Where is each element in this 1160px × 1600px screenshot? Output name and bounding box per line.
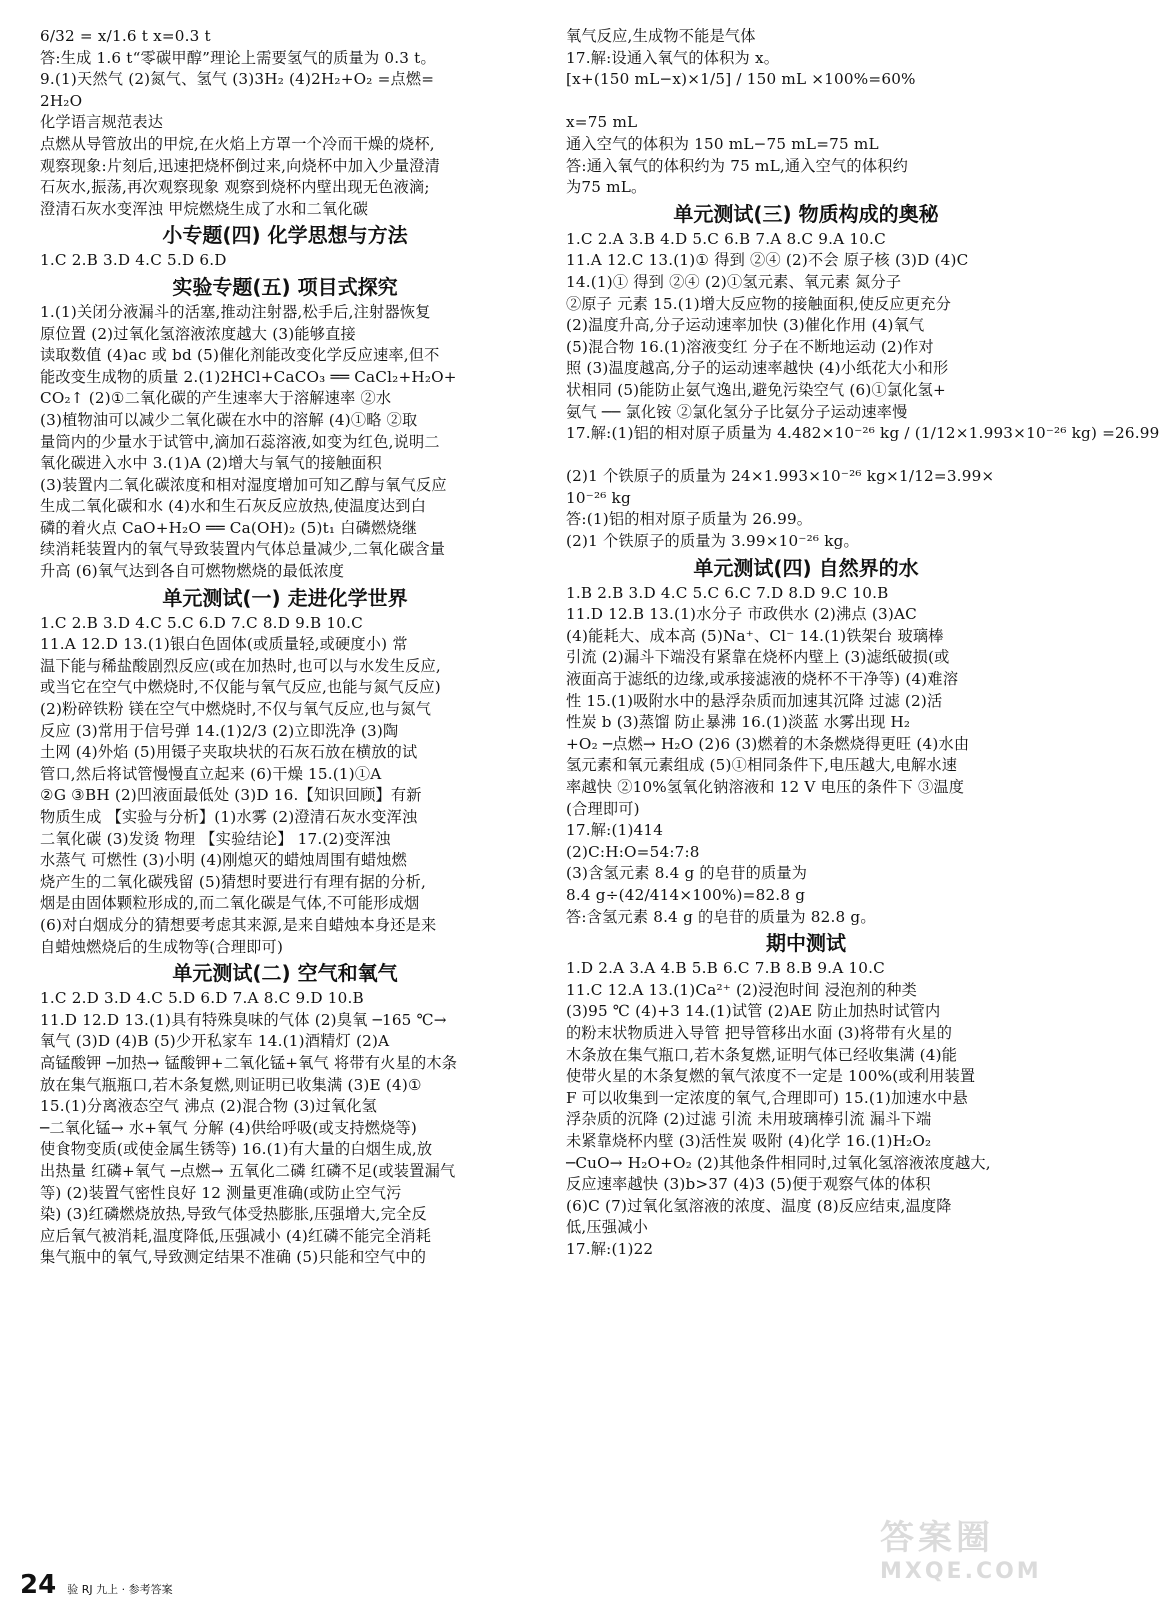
answer-line: 15.(1)分离液态空气 沸点 (2)混合物 (3)过氧化氢 — [40, 1097, 377, 1116]
answer-line: 自蜡烛燃烧后的生成物等(合理即可) — [40, 937, 284, 956]
answer-line: [x+(150 mL−x)×1/5] / 150 mL ×100%=60% — [566, 70, 916, 89]
answer-line: 高锰酸钾 ─加热→ 锰酸钾+二氧化锰+氧气 将带有火星的木条 — [40, 1053, 458, 1072]
answer-line: 低,压强减小 — [566, 1218, 648, 1237]
answer-line: 物质生成 【实验与分析】(1)水雾 (2)澄清石灰水变浑浊 — [40, 808, 418, 826]
answer-line: 状相同 (5)能防止氨气逸出,避免污染空气 (6)①氯化氢+ — [566, 380, 946, 399]
answer-line: 答:生成 1.6 t“零碳甲醇”理论上需要氢气的质量为 0.3 t。 — [40, 48, 436, 67]
answer-line: 水蒸气 可燃性 (3)小明 (4)刚熄灭的蜡烛周围有蜡烛燃 — [40, 851, 408, 870]
section-heading: 单元测试(三) 物质构成的奥秘 — [673, 201, 939, 226]
answer-line: 为75 mL。 — [566, 178, 647, 197]
answer-line: 澄清石灰水变浑浊 甲烷燃烧生成了水和二氧化碳 — [40, 199, 369, 218]
answer-line: 升高 (6)氧气达到各自可燃物燃烧的最低浓度 — [40, 562, 345, 581]
answer-line: 续消耗装置内的氧气导致装置内气体总量减少,二氧化碳含量 — [40, 540, 446, 559]
answer-line: 集气瓶中的氧气,导致测定结果不准确 (5)只能和空气中的 — [40, 1248, 427, 1267]
section-heading: 期中测试 — [766, 931, 846, 956]
answer-line: (4)能耗大、成本高 (5)Na⁺、Cl⁻ 14.(1)铁架台 玻璃棒 — [566, 626, 944, 645]
answer-line: 石灰水,振荡,再次观察现象 观察到烧杯内壁出现无色液滴; — [40, 178, 430, 197]
answer-line: 性炭 b (3)蒸馏 防止暴沸 16.(1)淡蓝 水雾出现 H₂ — [566, 713, 911, 732]
answer-line: 通入空气的体积为 150 mL−75 mL=75 mL — [566, 134, 879, 153]
answer-line: 9.(1)天然气 (2)氮气、氢气 (3)3H₂ (4)2H₂+O₂ =点燃= — [40, 70, 435, 89]
answer-line: 出热量 红磷+氧气 ─点燃→ 五氧化二磷 红磷不足(或装置漏气 — [40, 1161, 456, 1180]
answer-line: ─CuO→ H₂O+O₂ (2)其他条件相同时,过氧化氢溶液浓度越大, — [566, 1153, 991, 1172]
answer-line: 应后氧气被消耗,温度降低,压强减小 (4)红磷不能完全消耗 — [40, 1226, 432, 1245]
answer-line: 11.A 12.C 13.(1)① 得到 ②④ (2)不会 原子核 (3)D (4)C — [566, 251, 969, 270]
answer-line: (3)95 ℃ (4)+3 14.(1)试管 (2)AE 防止加热时试管内 — [566, 1002, 941, 1021]
answer-line: 1.C 2.D 3.D 4.C 5.D 6.D 7.A 8.C 9.D 10.B — [40, 989, 364, 1008]
answer-line: +O₂ ─点燃→ H₂O (2)6 (3)燃着的木条燃烧得更旺 (4)水由 — [566, 734, 970, 753]
answer-line: 烟是由固体颗粒形成的,而二氧化碳是气体,不可能形成烟 — [40, 894, 420, 913]
answer-line: 二氧化碳 (3)发烫 物理 【实验结论】 17.(2)变浑浊 — [40, 829, 391, 848]
section-heading: 单元测试(二) 空气和氧气 — [172, 961, 398, 986]
answer-line: 氧气 (3)D (4)B (5)少开私家车 14.(1)酒精灯 (2)A — [40, 1032, 390, 1051]
answer-line: 读取数值 (4)ac 或 bd (5)催化剂能改变化学反应速率,但不 — [40, 346, 440, 365]
answer-line: 磷的着火点 CaO+H₂O ══ Ca(OH)₂ (5)t₁ 白磷燃烧继 — [40, 518, 418, 537]
answer-line: 温下能与稀盐酸剧烈反应(或在加热时,也可以与水发生反应, — [40, 656, 441, 675]
answer-line: 观察现象:片刻后,迅速把烧杯倒过来,向烧杯中加入少量澄清 — [40, 156, 441, 175]
answer-line: 土网 (4)外焰 (5)用镊子夹取块状的石灰石放在横放的试 — [40, 743, 418, 762]
answer-line: 液面高于滤纸的边缘,或承接滤液的烧杯不干净等) (4)难溶 — [566, 670, 959, 689]
answer-line: 11.D 12.B 13.(1)水分子 市政供水 (2)沸点 (3)AC — [566, 605, 917, 624]
answer-line: 使食物变质(或使金属生锈等) 16.(1)有大量的白烟生成,放 — [40, 1140, 433, 1159]
answer-line: 能改变生成物的质量 2.(1)2HCl+CaCO₃ ══ CaCl₂+H₂O+ — [40, 367, 457, 386]
answer-line: 答:通入氧气的体积约为 75 mL,通入空气的体积约 — [566, 156, 908, 175]
answer-line: 照 (3)温度越高,分子的运动速率越快 (4)小纸花大小和形 — [566, 359, 949, 378]
section-heading: 小专题(四) 化学思想与方法 — [162, 223, 408, 248]
answer-line: (6)C (7)过氧化氢溶液的浓度、温度 (8)反应结束,温度降 — [566, 1196, 952, 1215]
answer-line: 10⁻²⁶ kg — [566, 488, 631, 507]
answer-line: 1.C 2.A 3.B 4.D 5.C 6.B 7.A 8.C 9.A 10.C — [566, 229, 886, 248]
answer-line: 点燃从导管放出的甲烷,在火焰上方罩一个冷而干燥的烧杯, — [40, 134, 435, 153]
answer-line: 1.C 2.B 3.D 4.C 5.C 6.D 7.C 8.D 9.B 10.C — [40, 613, 363, 632]
answer-line: 11.A 12.D 13.(1)银白色固体(或质量轻,或硬度小) 常 — [40, 635, 408, 654]
answer-line: (6)对白烟成分的猜想要考虑其来源,是来自蜡烛本身还是来 — [40, 915, 437, 934]
section-heading: 单元测试(四) 自然界的水 — [693, 555, 919, 580]
answer-line: (3)含氢元素 8.4 g 的皂苷的质量为 — [566, 864, 808, 883]
answer-line — [566, 91, 1046, 113]
answer-line: 6/32 = x/1.6 t x=0.3 t — [40, 27, 211, 45]
answer-line: ─二氧化锰→ 水+氧气 分解 (4)供给呼吸(或支持燃烧等) — [40, 1118, 418, 1137]
answer-line: 1.C 2.B 3.D 4.C 5.D 6.D — [40, 251, 227, 270]
answer-line: 氧气反应,生成物不能是气体 — [566, 27, 756, 45]
answer-line: x=75 mL — [566, 113, 638, 132]
left-column — [40, 26, 530, 1269]
answer-line: 答:含氢元素 8.4 g 的皂苷的质量为 82.8 g。 — [566, 907, 876, 926]
right-column — [566, 26, 1160, 1260]
answer-line: 答:(1)铝的相对原子质量为 26.99。 — [566, 510, 813, 529]
page-footer — [20, 1570, 173, 1600]
answer-line: 的粉末状物质进入导管 把导管移出水面 (3)将带有火星的 — [566, 1023, 953, 1042]
answer-line: 性 15.(1)吸附水中的悬浮杂质而加速其沉降 过滤 (2)活 — [566, 691, 943, 710]
answer-line: 8.4 g÷(42/414×100%)=82.8 g — [566, 885, 806, 904]
watermark-logo — [880, 1510, 1060, 1590]
answer-line — [566, 445, 1046, 467]
answer-line: 1.(1)关闭分液漏斗的活塞,推动注射器,松手后,注射器恢复 — [40, 302, 431, 321]
answer-line: 17.解:(1)414 — [566, 821, 664, 840]
footer-label: 验 RJ 九上 · 参考答案 — [67, 1583, 173, 1596]
answer-line: 2H₂O — [40, 91, 83, 110]
answer-line: 染) (3)红磷燃烧放热,导致气体受热膨胀,压强增大,完全反 — [40, 1205, 427, 1224]
answer-line: (合理即可) — [566, 799, 640, 818]
answer-line: 浮杂质的沉降 (2)过滤 引流 未用玻璃棒引流 漏斗下端 — [566, 1110, 932, 1129]
answer-line: 引流 (2)漏斗下端没有紧靠在烧杯内壁上 (3)滤纸破损(或 — [566, 648, 950, 667]
answer-line: 烧产生的二氧化碳残留 (5)猜想时要进行有理有据的分析, — [40, 872, 427, 891]
answer-line: ②G ③BH (2)凹液面最低处 (3)D 16.【知识回顾】有新 — [40, 786, 422, 805]
answer-line: (2)1 个铁原子的质量为 3.99×10⁻²⁶ kg。 — [566, 532, 859, 551]
answer-line: 放在集气瓶瓶口,若木条复燃,则证明已收集满 (3)E (4)① — [40, 1075, 422, 1094]
answer-line: 量筒内的少量水于试管中,滴加石蕊溶液,如变为红色,说明二 — [40, 432, 440, 451]
answer-line: 17.解:设通入氧气的体积为 x。 — [566, 48, 780, 67]
answer-line: 17.解:(1)铝的相对原子质量为 4.482×10⁻²⁶ kg / (1/12×1.993×10⁻²⁶ kg) =26.99 — [566, 424, 1160, 443]
answer-line: 氧化碳进入水中 3.(1)A (2)增大与氧气的接触面积 — [40, 454, 382, 473]
answer-line: 未紧靠烧杯内壁 (3)活性炭 吸附 (4)化学 16.(1)H₂O₂ — [566, 1131, 932, 1150]
answer-line: (2)粉碎铁粉 镁在空气中燃烧时,不仅与氧气反应,也与氮气 — [40, 700, 432, 719]
answer-line: 化学语言规范表达 — [40, 113, 164, 132]
answer-line: 氨气 ── 氯化铵 ②氯化氢分子比氨分子运动速率慢 — [566, 402, 908, 421]
answer-line: 原位置 (2)过氧化氢溶液浓度越大 (3)能够直接 — [40, 324, 356, 343]
answer-line: 反应速率越快 (3)b>37 (4)3 (5)便于观察气体的体积 — [566, 1175, 931, 1194]
answer-line: 1.B 2.B 3.D 4.C 5.C 6.C 7.D 8.D 9.C 10.B — [566, 583, 889, 602]
answer-line: 率越快 ②10%氢氧化钠溶液和 12 V 电压的条件下 ③温度 — [566, 778, 965, 796]
answer-line: 14.(1)① 得到 ②④ (2)①氢元素、氧元素 氮分子 — [566, 272, 902, 291]
answer-line: (2)1 个铁原子的质量为 24×1.993×10⁻²⁶ kg×1/12=3.99× — [566, 467, 995, 486]
answer-line: 木条放在集气瓶口,若木条复燃,证明气体已经收集满 (4)能 — [566, 1045, 958, 1064]
page-number: 24 — [20, 1570, 57, 1600]
answer-line: 11.C 12.A 13.(1)Ca²⁺ (2)浸泡时间 浸泡剂的种类 — [566, 980, 918, 999]
answer-line: (3)植物油可以减少二氧化碳在水中的溶解 (4)①略 ②取 — [40, 410, 418, 429]
section-heading: 单元测试(一) 走进化学世界 — [162, 585, 408, 610]
answer-line: 或当它在空气中燃烧时,不仅能与氧气反应,也能与氮气反应) — [40, 678, 441, 697]
answer-line: ②原子 元素 15.(1)增大反应物的接触面积,使反应更充分 — [566, 294, 952, 313]
answer-line: 等) (2)装置气密性良好 12 测量更准确(或防止空气污 — [40, 1183, 402, 1202]
answer-line: (2)C:H:O=54:7:8 — [566, 842, 700, 861]
answer-line: (5)混合物 16.(1)溶液变红 分子在不断地运动 (2)作对 — [566, 337, 934, 356]
answer-line: 17.解:(1)22 — [566, 1239, 654, 1258]
answer-line: CO₂↑ (2)①二氧化碳的产生速率大于溶解速率 ②水 — [40, 389, 392, 408]
section-heading: 实验专题(五) 项目式探究 — [172, 274, 398, 299]
answer-line: 11.D 12.D 13.(1)具有特殊臭味的气体 (2)臭氧 ─165 ℃→ — [40, 1010, 447, 1029]
answer-line: F 可以收集到一定浓度的氧气,合理即可) 15.(1)加速水中悬 — [566, 1088, 968, 1107]
answer-line: 管口,然后将试管慢慢直立起来 (6)干燥 15.(1)①A — [40, 764, 382, 783]
answer-line: (2)温度升高,分子运动速率加快 (3)催化作用 (4)氧气 — [566, 316, 925, 335]
answer-line: 使带火星的木条复燃的氧气浓度不一定是 100%(或利用装置 — [566, 1067, 976, 1086]
answer-line: 1.D 2.A 3.A 4.B 5.B 6.C 7.B 8.B 9.A 10.C — [566, 959, 885, 978]
answer-line: 反应 (3)常用于信号弹 14.(1)2/3 (2)立即洗净 (3)陶 — [40, 721, 399, 740]
watermark-url: MXQE.COM — [880, 1559, 1042, 1584]
watermark-text: 答案圈 — [880, 1518, 994, 1558]
answer-line: (3)装置内二氧化碳浓度和相对湿度增加可知乙醇与氧气反应 — [40, 475, 447, 494]
answer-line: 生成二氧化碳和水 (4)水和生石灰反应放热,使温度达到白 — [40, 497, 427, 516]
answer-line: 氢元素和氧元素组成 (5)①相同条件下,电压越大,电解水速 — [566, 756, 958, 775]
